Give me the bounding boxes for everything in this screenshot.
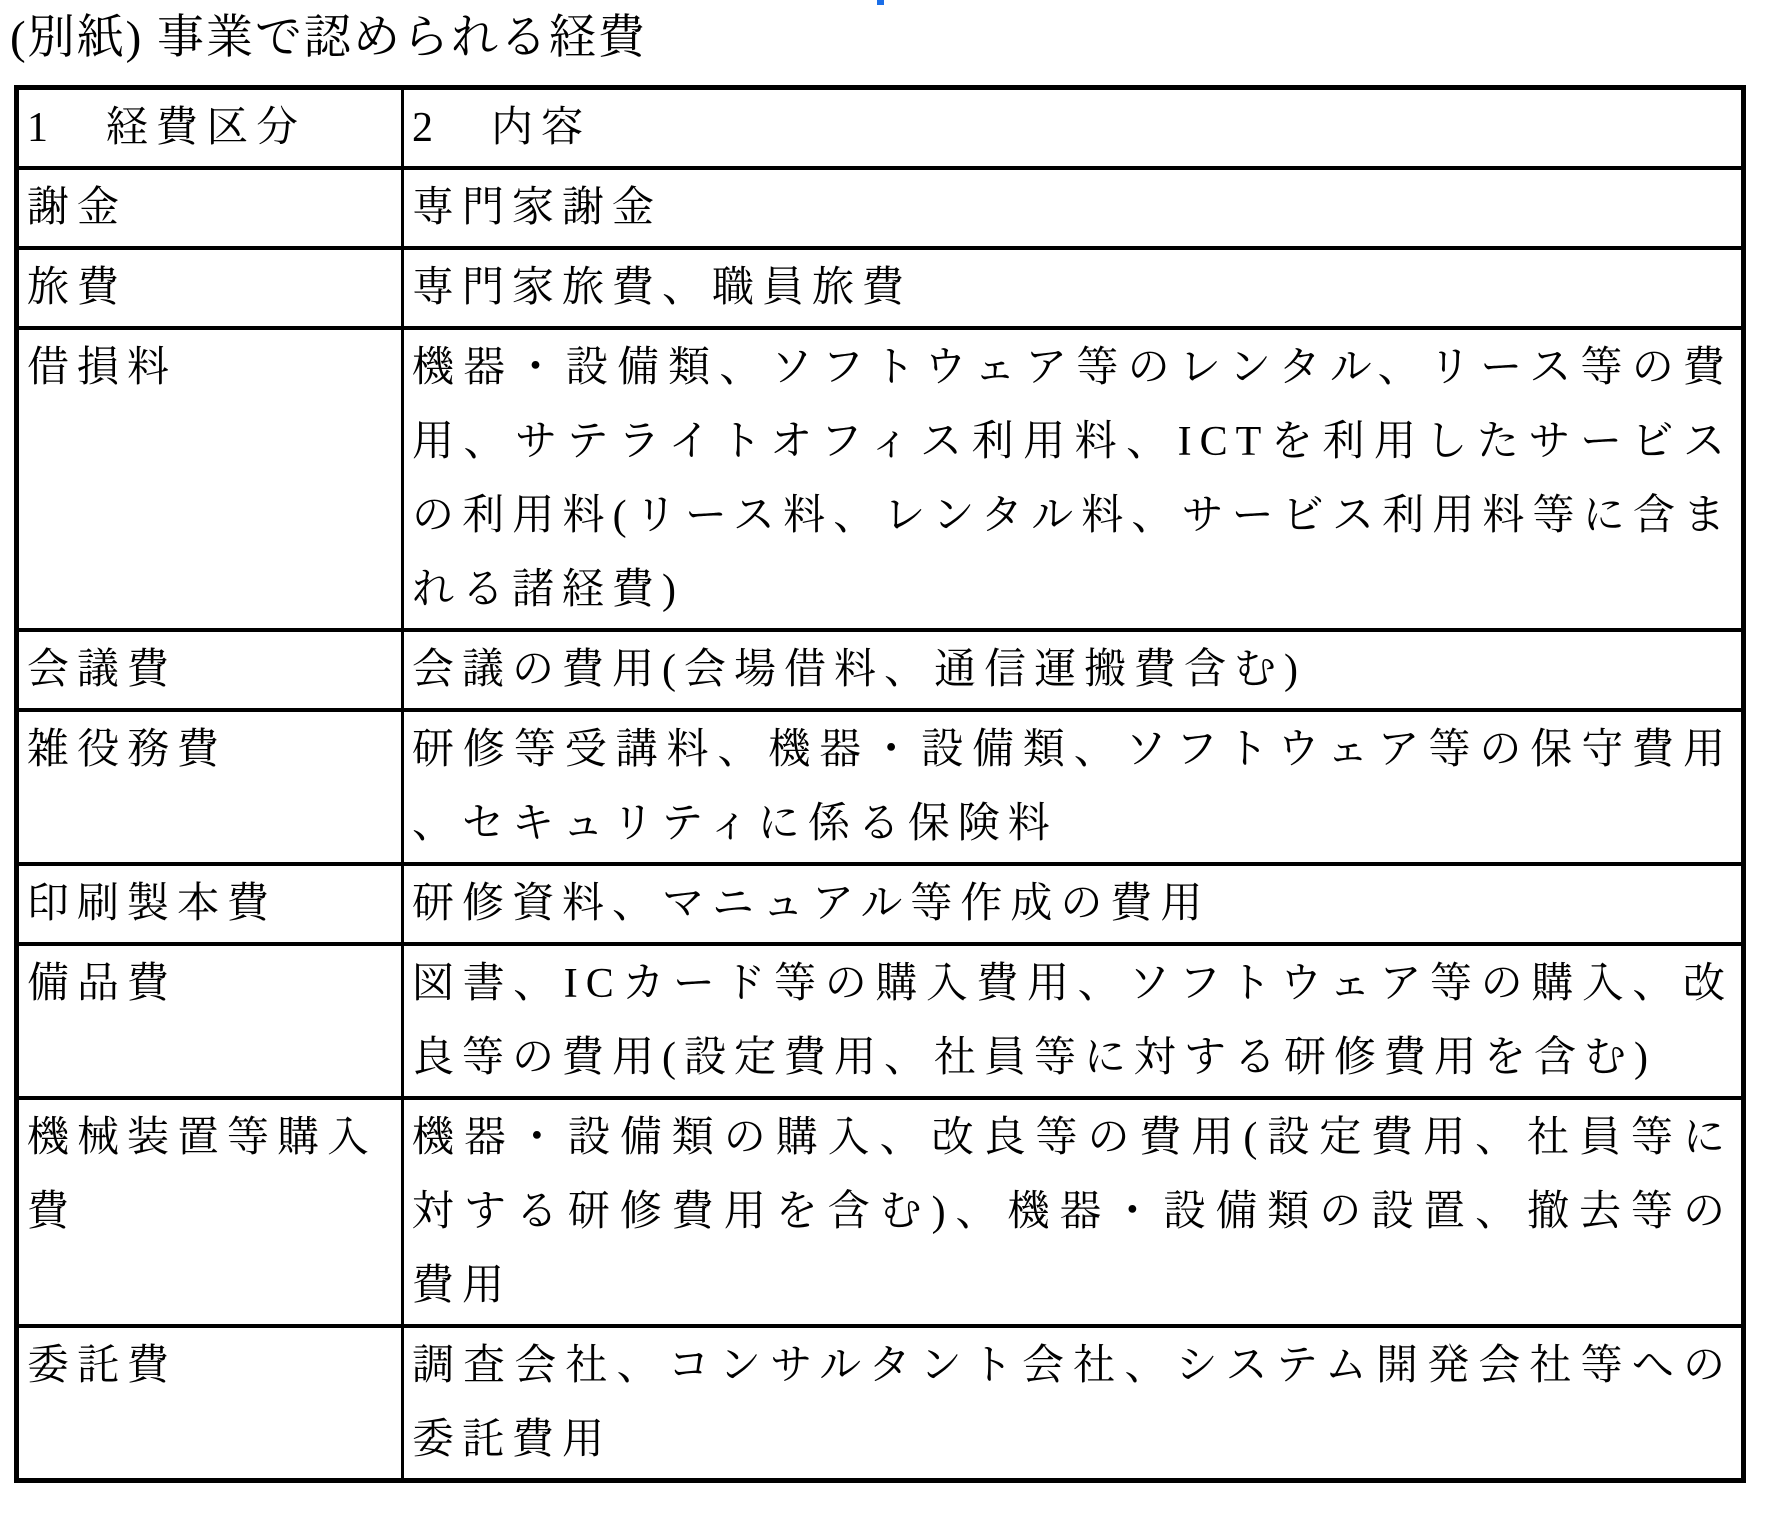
expense-category-cell: 雑役務費 [17, 710, 403, 864]
header-expense-category: 1 経費区分 [17, 88, 403, 169]
table-body [17, 168, 1744, 1481]
page-title: (別紙) 事業で認められる経費 [10, 12, 648, 64]
expense-category-cell: 借損料 [17, 328, 403, 630]
expense-description-cell: 図書、ICカード等の購入費用、ソフトウェア等の購入、改良等の費用(設定費用、社員等に対する研修費用を含む) [403, 944, 1744, 1098]
table-row [17, 630, 1744, 710]
expense-description-cell: 調査会社、コンサルタント会社、システム開発会社等への委託費用 [403, 1326, 1744, 1481]
expense-description-cell: 機器・設備類の購入、改良等の費用(設定費用、社員等に対する研修費用を含む)、機器・設備類の設置、撤去等の費用 [403, 1098, 1744, 1326]
table-row [17, 1326, 1744, 1481]
table-row [17, 710, 1744, 864]
expense-description-cell: 会議の費用(会場借料、通信運搬費含む) [403, 630, 1744, 710]
expense-category-cell: 機械装置等購入費 [17, 1098, 403, 1326]
header-row [17, 88, 1744, 169]
expense-category-cell: 備品費 [17, 944, 403, 1098]
table-row [17, 248, 1744, 328]
expense-description-cell: 研修等受講料、機器・設備類、ソフトウェア等の保守費用、セキュリティに係る保険料 [403, 710, 1744, 864]
table-row [17, 864, 1744, 944]
blue-marker-artifact [877, 0, 884, 5]
expense-category-cell: 委託費 [17, 1326, 403, 1481]
expense-category-cell: 印刷製本費 [17, 864, 403, 944]
table-row [17, 1098, 1744, 1326]
table-row [17, 328, 1744, 630]
expense-category-cell: 旅費 [17, 248, 403, 328]
expense-description-cell: 研修資料、マニュアル等作成の費用 [403, 864, 1744, 944]
table-header [17, 88, 1744, 169]
header-content: 2 内容 [403, 88, 1744, 169]
expense-description-cell: 機器・設備類、ソフトウェア等のレンタル、リース等の費用、サテライトオフィス利用料、ICTを利用したサービスの利用料(リース料、レンタル料、サービス利用料等に含まれる諸経費) [403, 328, 1744, 630]
expense-table [14, 85, 1746, 1483]
expense-category-cell: 謝金 [17, 168, 403, 248]
expense-description-cell: 専門家旅費、職員旅費 [403, 248, 1744, 328]
table-row [17, 168, 1744, 248]
expense-description-cell: 専門家謝金 [403, 168, 1744, 248]
table-row [17, 944, 1744, 1098]
expense-category-cell: 会議費 [17, 630, 403, 710]
